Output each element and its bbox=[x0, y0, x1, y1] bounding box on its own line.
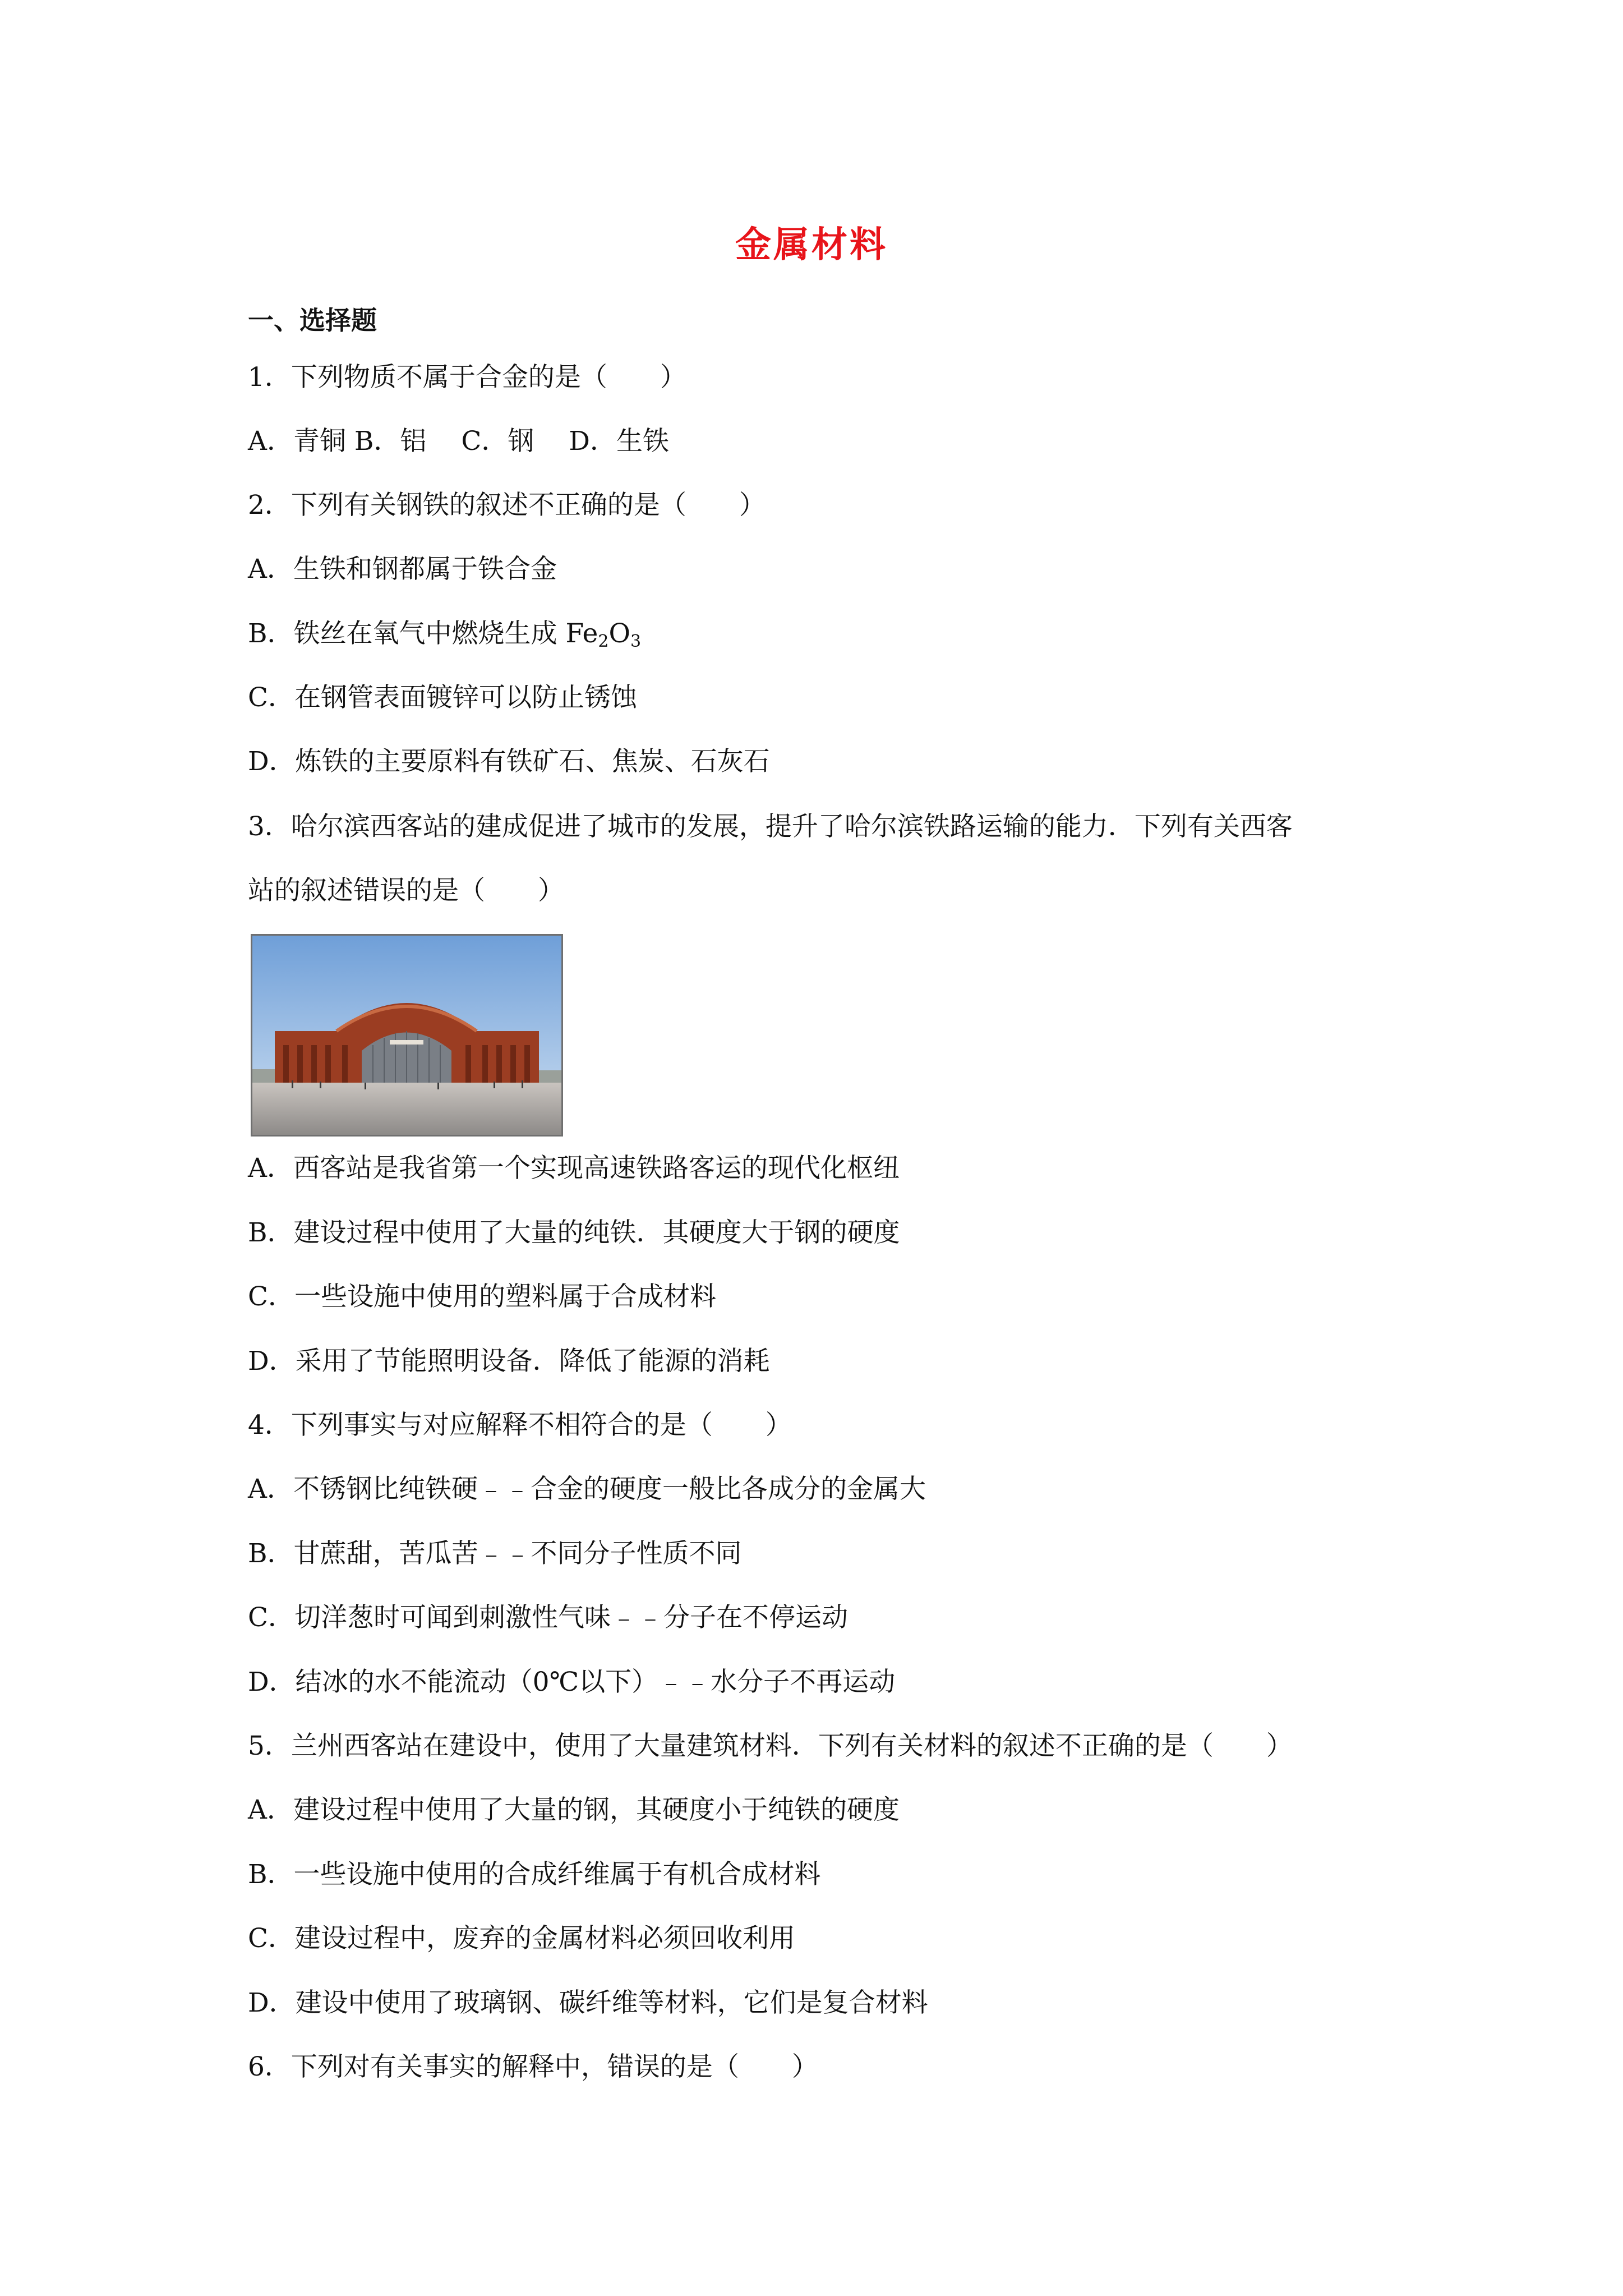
question-2-option-a: A．生铁和钢都属于铁合金 bbox=[248, 554, 557, 585]
question-5-stem: 5．兰州西客站在建设中，使用了大量建筑材料．下列有关材料的叙述不正确的是（ ） bbox=[248, 1731, 1293, 1761]
question-1-stem: 1．下列物质不属于合金的是（ ） bbox=[248, 362, 686, 393]
question-2-option-b bbox=[248, 617, 641, 659]
question-4-option-c: C．切洋葱时可闻到刺激性气味﹣﹣分子在不停运动 bbox=[248, 1602, 848, 1633]
question-3-option-b: B．建设过程中使用了大量的纯铁．其硬度大于钢的硬度 bbox=[248, 1217, 900, 1248]
question-3-option-a: A．西客站是我省第一个实现高速铁路客运的现代化枢纽 bbox=[248, 1153, 900, 1184]
question-5-option-c: C．建设过程中，废弃的金属材料必须回收利用 bbox=[248, 1923, 795, 1954]
subscript-3: 3 bbox=[630, 632, 642, 651]
question-3-option-d: D．采用了节能照明设备．降低了能源的消耗 bbox=[248, 1346, 770, 1377]
question-4-option-a: A．不锈钢比纯铁硬﹣﹣合金的硬度一般比各成分的金属大 bbox=[248, 1474, 926, 1504]
section-heading: 一、选择题 bbox=[248, 305, 377, 335]
page-title: 金属材料 bbox=[735, 224, 888, 266]
question-1-options: A．青铜 B．铝 C．钢 D．生铁 bbox=[248, 426, 669, 457]
question-2-option-d: D．炼铁的主要原料有铁矿石、焦炭、石灰石 bbox=[248, 746, 770, 777]
question-2-stem: 2．下列有关钢铁的叙述不正确的是（ ） bbox=[248, 490, 766, 521]
option-b-text: B．铁丝在氧气中燃烧生成 Fe bbox=[248, 618, 598, 649]
question-3-stem-line-2: 站的叙述错误的是（ ） bbox=[248, 875, 564, 906]
question-4-option-b: B．甘蔗甜，苦瓜苦﹣﹣不同分子性质不同 bbox=[248, 1538, 742, 1569]
question-2-option-c: C．在钢管表面镀锌可以防止锈蚀 bbox=[248, 682, 637, 713]
formula-o: O bbox=[608, 618, 630, 649]
station-photo bbox=[251, 934, 563, 1137]
question-6-stem: 6．下列对有关事实的解释中，错误的是（ ） bbox=[248, 2051, 818, 2082]
subscript-2: 2 bbox=[598, 632, 609, 651]
question-4-option-d: D．结冰的水不能流动（0℃以下）﹣﹣水分子不再运动 bbox=[248, 1667, 896, 1697]
question-4-stem: 4．下列事实与对应解释不相符合的是（ ） bbox=[248, 1410, 792, 1441]
question-5-option-b: B．一些设施中使用的合成纤维属于有机合成材料 bbox=[248, 1859, 821, 1890]
question-5-option-d: D．建设中使用了玻璃钢、碳纤维等材料，它们是复合材料 bbox=[248, 1987, 928, 2018]
question-3-stem-line-1: 3．哈尔滨西客站的建成促进了城市的发展，提升了哈尔滨铁路运输的能力．下列有关西客 bbox=[248, 811, 1293, 842]
question-3-option-c: C．一些设施中使用的塑料属于合成材料 bbox=[248, 1281, 716, 1312]
question-5-option-a: A．建设过程中使用了大量的钢，其硬度小于纯铁的硬度 bbox=[248, 1795, 900, 1825]
